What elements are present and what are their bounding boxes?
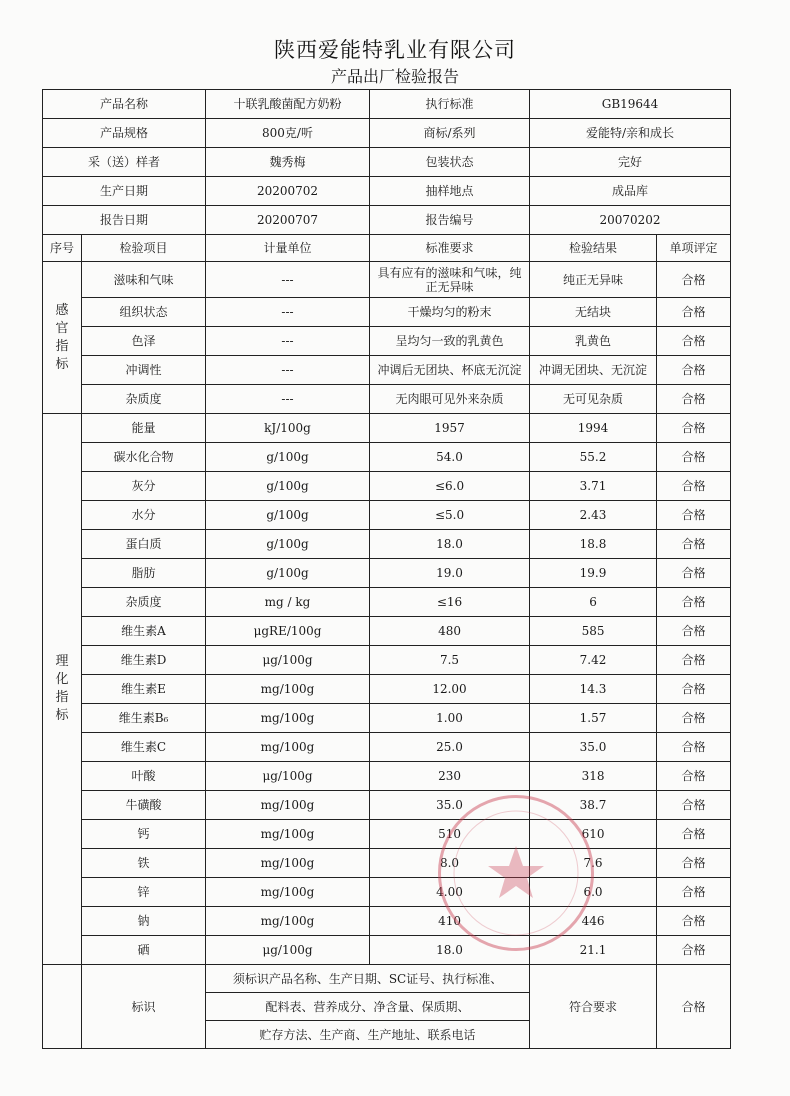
column-header-judge: 单项评定 xyxy=(657,235,731,262)
table-row xyxy=(43,559,731,588)
item-result: 14.3 xyxy=(530,675,657,704)
item-name: 钙 xyxy=(82,820,206,849)
item-standard: 35.0 xyxy=(370,791,530,820)
item-name: 维生素A xyxy=(82,617,206,646)
item-judge: 合格 xyxy=(657,762,731,791)
column-header-item: 检验项目 xyxy=(82,235,206,262)
item-judge: 合格 xyxy=(657,414,731,443)
item-judge: 合格 xyxy=(657,501,731,530)
item-unit: kJ/100g xyxy=(206,414,370,443)
table-row xyxy=(43,472,731,501)
item-name: 锌 xyxy=(82,878,206,907)
item-standard: 480 xyxy=(370,617,530,646)
info-key: 产品规格 xyxy=(43,119,206,148)
info-row xyxy=(43,119,731,148)
table-row xyxy=(43,849,731,878)
item-unit: g/100g xyxy=(206,530,370,559)
item-judge: 合格 xyxy=(657,791,731,820)
item-unit: g/100g xyxy=(206,559,370,588)
item-judge: 合格 xyxy=(657,472,731,501)
labeling-standard-line: 贮存方法、生产商、生产地址、联系电话 xyxy=(206,1021,530,1049)
item-name: 脂肪 xyxy=(82,559,206,588)
item-result: 21.1 xyxy=(530,936,657,965)
item-unit: mg/100g xyxy=(206,878,370,907)
column-header-row xyxy=(43,235,731,262)
item-result: 19.9 xyxy=(530,559,657,588)
group-label-char: 理 xyxy=(55,654,69,669)
item-unit: g/100g xyxy=(206,501,370,530)
info-key: 生产日期 xyxy=(43,177,206,206)
inspection-table xyxy=(42,89,731,1049)
info-key: 包装状态 xyxy=(370,148,530,177)
column-header-no: 序号 xyxy=(43,235,82,262)
group-label-char: 感 xyxy=(55,302,69,318)
item-judge: 合格 xyxy=(657,617,731,646)
item-judge: 合格 xyxy=(657,878,731,907)
item-result: 7.6 xyxy=(530,849,657,878)
item-standard: 无肉眼可见外来杂质 xyxy=(370,385,530,414)
item-name: 滋味和气味 xyxy=(82,262,206,298)
group-label-char: 化 xyxy=(55,672,69,687)
item-unit: μgRE/100g xyxy=(206,617,370,646)
item-result: 6.0 xyxy=(530,878,657,907)
item-judge: 合格 xyxy=(657,733,731,762)
item-judge: 合格 xyxy=(657,849,731,878)
info-key: 商标/系列 xyxy=(370,119,530,148)
item-name: 维生素B₆ xyxy=(82,704,206,733)
item-standard: 干燥均匀的粉末 xyxy=(370,298,530,327)
item-judge: 合格 xyxy=(657,530,731,559)
item-judge: 合格 xyxy=(657,820,731,849)
item-result: 7.42 xyxy=(530,646,657,675)
item-judge: 合格 xyxy=(657,327,731,356)
item-standard: 12.00 xyxy=(370,675,530,704)
item-name: 能量 xyxy=(82,414,206,443)
info-row xyxy=(43,148,731,177)
info-value: GB19644 xyxy=(530,90,731,119)
group-label-char: 官 xyxy=(55,320,69,336)
item-unit: mg/100g xyxy=(206,849,370,878)
item-name: 组织状态 xyxy=(82,298,206,327)
item-result: 55.2 xyxy=(530,443,657,472)
item-standard: 具有应有的滋味和气味，纯正无异味 xyxy=(370,262,530,298)
item-unit: --- xyxy=(206,298,370,327)
item-result: 3.71 xyxy=(530,472,657,501)
report-title: 产品出厂检验报告 xyxy=(330,67,459,86)
table-row xyxy=(43,327,731,356)
labeling-judge: 合格 xyxy=(657,965,731,1049)
info-value: 完好 xyxy=(530,148,731,177)
item-standard: 18.0 xyxy=(370,530,530,559)
item-result: 1994 xyxy=(530,414,657,443)
item-result: 1.57 xyxy=(530,704,657,733)
column-header-result: 检验结果 xyxy=(530,235,657,262)
group-label-char: 指 xyxy=(55,338,69,354)
info-value: 20200702 xyxy=(206,177,370,206)
item-unit: --- xyxy=(206,385,370,414)
item-result: 35.0 xyxy=(530,733,657,762)
item-result: 318 xyxy=(530,762,657,791)
info-value: 十联乳酸菌配方奶粉 xyxy=(206,90,370,119)
table-row xyxy=(43,356,731,385)
item-standard: 410 xyxy=(370,907,530,936)
item-result: 18.8 xyxy=(530,530,657,559)
item-result: 无结块 xyxy=(530,298,657,327)
info-value: 爱能特/亲和成长 xyxy=(530,119,731,148)
item-standard: 19.0 xyxy=(370,559,530,588)
company-name: 陕西爱能特乳业有限公司 xyxy=(274,38,516,62)
item-judge: 合格 xyxy=(657,588,731,617)
table-row xyxy=(43,762,731,791)
item-name: 色泽 xyxy=(82,327,206,356)
table-row xyxy=(43,385,731,414)
item-name: 杂质度 xyxy=(82,385,206,414)
item-judge: 合格 xyxy=(657,675,731,704)
group-label-char: 标 xyxy=(55,708,69,723)
table-row xyxy=(43,646,731,675)
item-name: 杂质度 xyxy=(82,588,206,617)
info-value: 魏秀梅 xyxy=(206,148,370,177)
item-name: 维生素D xyxy=(82,646,206,675)
table-row xyxy=(43,588,731,617)
labeling-standard-line: 须标识产品名称、生产日期、SC证号、执行标准、 xyxy=(206,965,530,993)
table-row xyxy=(43,443,731,472)
table-row xyxy=(43,675,731,704)
item-judge: 合格 xyxy=(657,385,731,414)
item-standard: 1.00 xyxy=(370,704,530,733)
table-row xyxy=(43,878,731,907)
item-result: 2.43 xyxy=(530,501,657,530)
table-row xyxy=(43,791,731,820)
item-unit: mg/100g xyxy=(206,791,370,820)
info-value: 800克/听 xyxy=(206,119,370,148)
item-standard: 230 xyxy=(370,762,530,791)
item-unit: --- xyxy=(206,356,370,385)
item-standard: 4.00 xyxy=(370,878,530,907)
item-unit: g/100g xyxy=(206,472,370,501)
table-row xyxy=(43,501,731,530)
labeling-result: 符合要求 xyxy=(530,965,657,1049)
table-row xyxy=(43,704,731,733)
item-unit: g/100g xyxy=(206,443,370,472)
item-unit: μg/100g xyxy=(206,646,370,675)
item-unit: μg/100g xyxy=(206,762,370,791)
item-name: 碳水化合物 xyxy=(82,443,206,472)
table-row xyxy=(43,298,731,327)
item-judge: 合格 xyxy=(657,907,731,936)
item-judge: 合格 xyxy=(657,646,731,675)
table-row xyxy=(43,617,731,646)
item-unit: μg/100g xyxy=(206,936,370,965)
item-result: 38.7 xyxy=(530,791,657,820)
item-standard: ≤16 xyxy=(370,588,530,617)
item-judge: 合格 xyxy=(657,704,731,733)
table-row xyxy=(43,820,731,849)
item-unit: mg / kg xyxy=(206,588,370,617)
labeling-standard-line: 配料表、营养成分、净含量、保质期、 xyxy=(206,993,530,1021)
item-unit: --- xyxy=(206,327,370,356)
item-name: 硒 xyxy=(82,936,206,965)
table-row xyxy=(43,936,731,965)
item-judge: 合格 xyxy=(657,936,731,965)
group-label-char: 指 xyxy=(55,690,69,705)
item-name: 灰分 xyxy=(82,472,206,501)
item-unit: mg/100g xyxy=(206,675,370,704)
item-name: 牛磺酸 xyxy=(82,791,206,820)
item-unit: mg/100g xyxy=(206,733,370,762)
item-judge: 合格 xyxy=(657,559,731,588)
info-key: 抽样地点 xyxy=(370,177,530,206)
table-row xyxy=(43,530,731,559)
labeling-row xyxy=(43,965,731,993)
item-standard: 54.0 xyxy=(370,443,530,472)
item-standard: 510 xyxy=(370,820,530,849)
table-row xyxy=(43,733,731,762)
item-standard: 7.5 xyxy=(370,646,530,675)
table-row xyxy=(43,907,731,936)
item-name: 冲调性 xyxy=(82,356,206,385)
info-key: 报告编号 xyxy=(370,206,530,235)
info-key: 产品名称 xyxy=(43,90,206,119)
item-result: 乳黄色 xyxy=(530,327,657,356)
info-value: 20200707 xyxy=(206,206,370,235)
info-key: 采（送）样者 xyxy=(43,148,206,177)
item-name: 维生素C xyxy=(82,733,206,762)
sensory-group-label xyxy=(43,262,82,414)
item-standard: 呈均匀一致的乳黄色 xyxy=(370,327,530,356)
labeling-item: 标识 xyxy=(82,965,206,1049)
info-value: 成品库 xyxy=(530,177,731,206)
item-name: 维生素E xyxy=(82,675,206,704)
item-judge: 合格 xyxy=(657,356,731,385)
item-result: 冲调无团块、无沉淀 xyxy=(530,356,657,385)
item-standard: 18.0 xyxy=(370,936,530,965)
item-unit: mg/100g xyxy=(206,820,370,849)
info-row xyxy=(43,206,731,235)
item-unit: mg/100g xyxy=(206,704,370,733)
item-name: 钠 xyxy=(82,907,206,936)
item-standard: 8.0 xyxy=(370,849,530,878)
info-key: 报告日期 xyxy=(43,206,206,235)
item-result: 446 xyxy=(530,907,657,936)
item-standard: 25.0 xyxy=(370,733,530,762)
item-judge: 合格 xyxy=(657,443,731,472)
item-name: 蛋白质 xyxy=(82,530,206,559)
item-result: 610 xyxy=(530,820,657,849)
table-row xyxy=(43,414,731,443)
table-row xyxy=(43,262,731,298)
item-unit: mg/100g xyxy=(206,907,370,936)
group-label-char: 标 xyxy=(55,356,69,372)
item-judge: 合格 xyxy=(657,262,731,298)
item-standard: 1957 xyxy=(370,414,530,443)
item-standard: ≤6.0 xyxy=(370,472,530,501)
item-name: 铁 xyxy=(82,849,206,878)
item-unit: --- xyxy=(206,262,370,298)
item-name: 叶酸 xyxy=(82,762,206,791)
info-row xyxy=(43,177,731,206)
item-result: 无可见杂质 xyxy=(530,385,657,414)
item-result: 纯正无异味 xyxy=(530,262,657,298)
column-header-standard: 标准要求 xyxy=(370,235,530,262)
item-result: 585 xyxy=(530,617,657,646)
item-standard: ≤5.0 xyxy=(370,501,530,530)
item-judge: 合格 xyxy=(657,298,731,327)
info-value: 20070202 xyxy=(530,206,731,235)
info-row xyxy=(43,90,731,119)
physchem-group-label xyxy=(43,414,82,965)
item-name: 水分 xyxy=(82,501,206,530)
item-result: 6 xyxy=(530,588,657,617)
info-key: 执行标准 xyxy=(370,90,530,119)
item-standard: 冲调后无团块、杯底无沉淀 xyxy=(370,356,530,385)
column-header-unit: 计量单位 xyxy=(206,235,370,262)
labeling-no xyxy=(43,965,82,1049)
